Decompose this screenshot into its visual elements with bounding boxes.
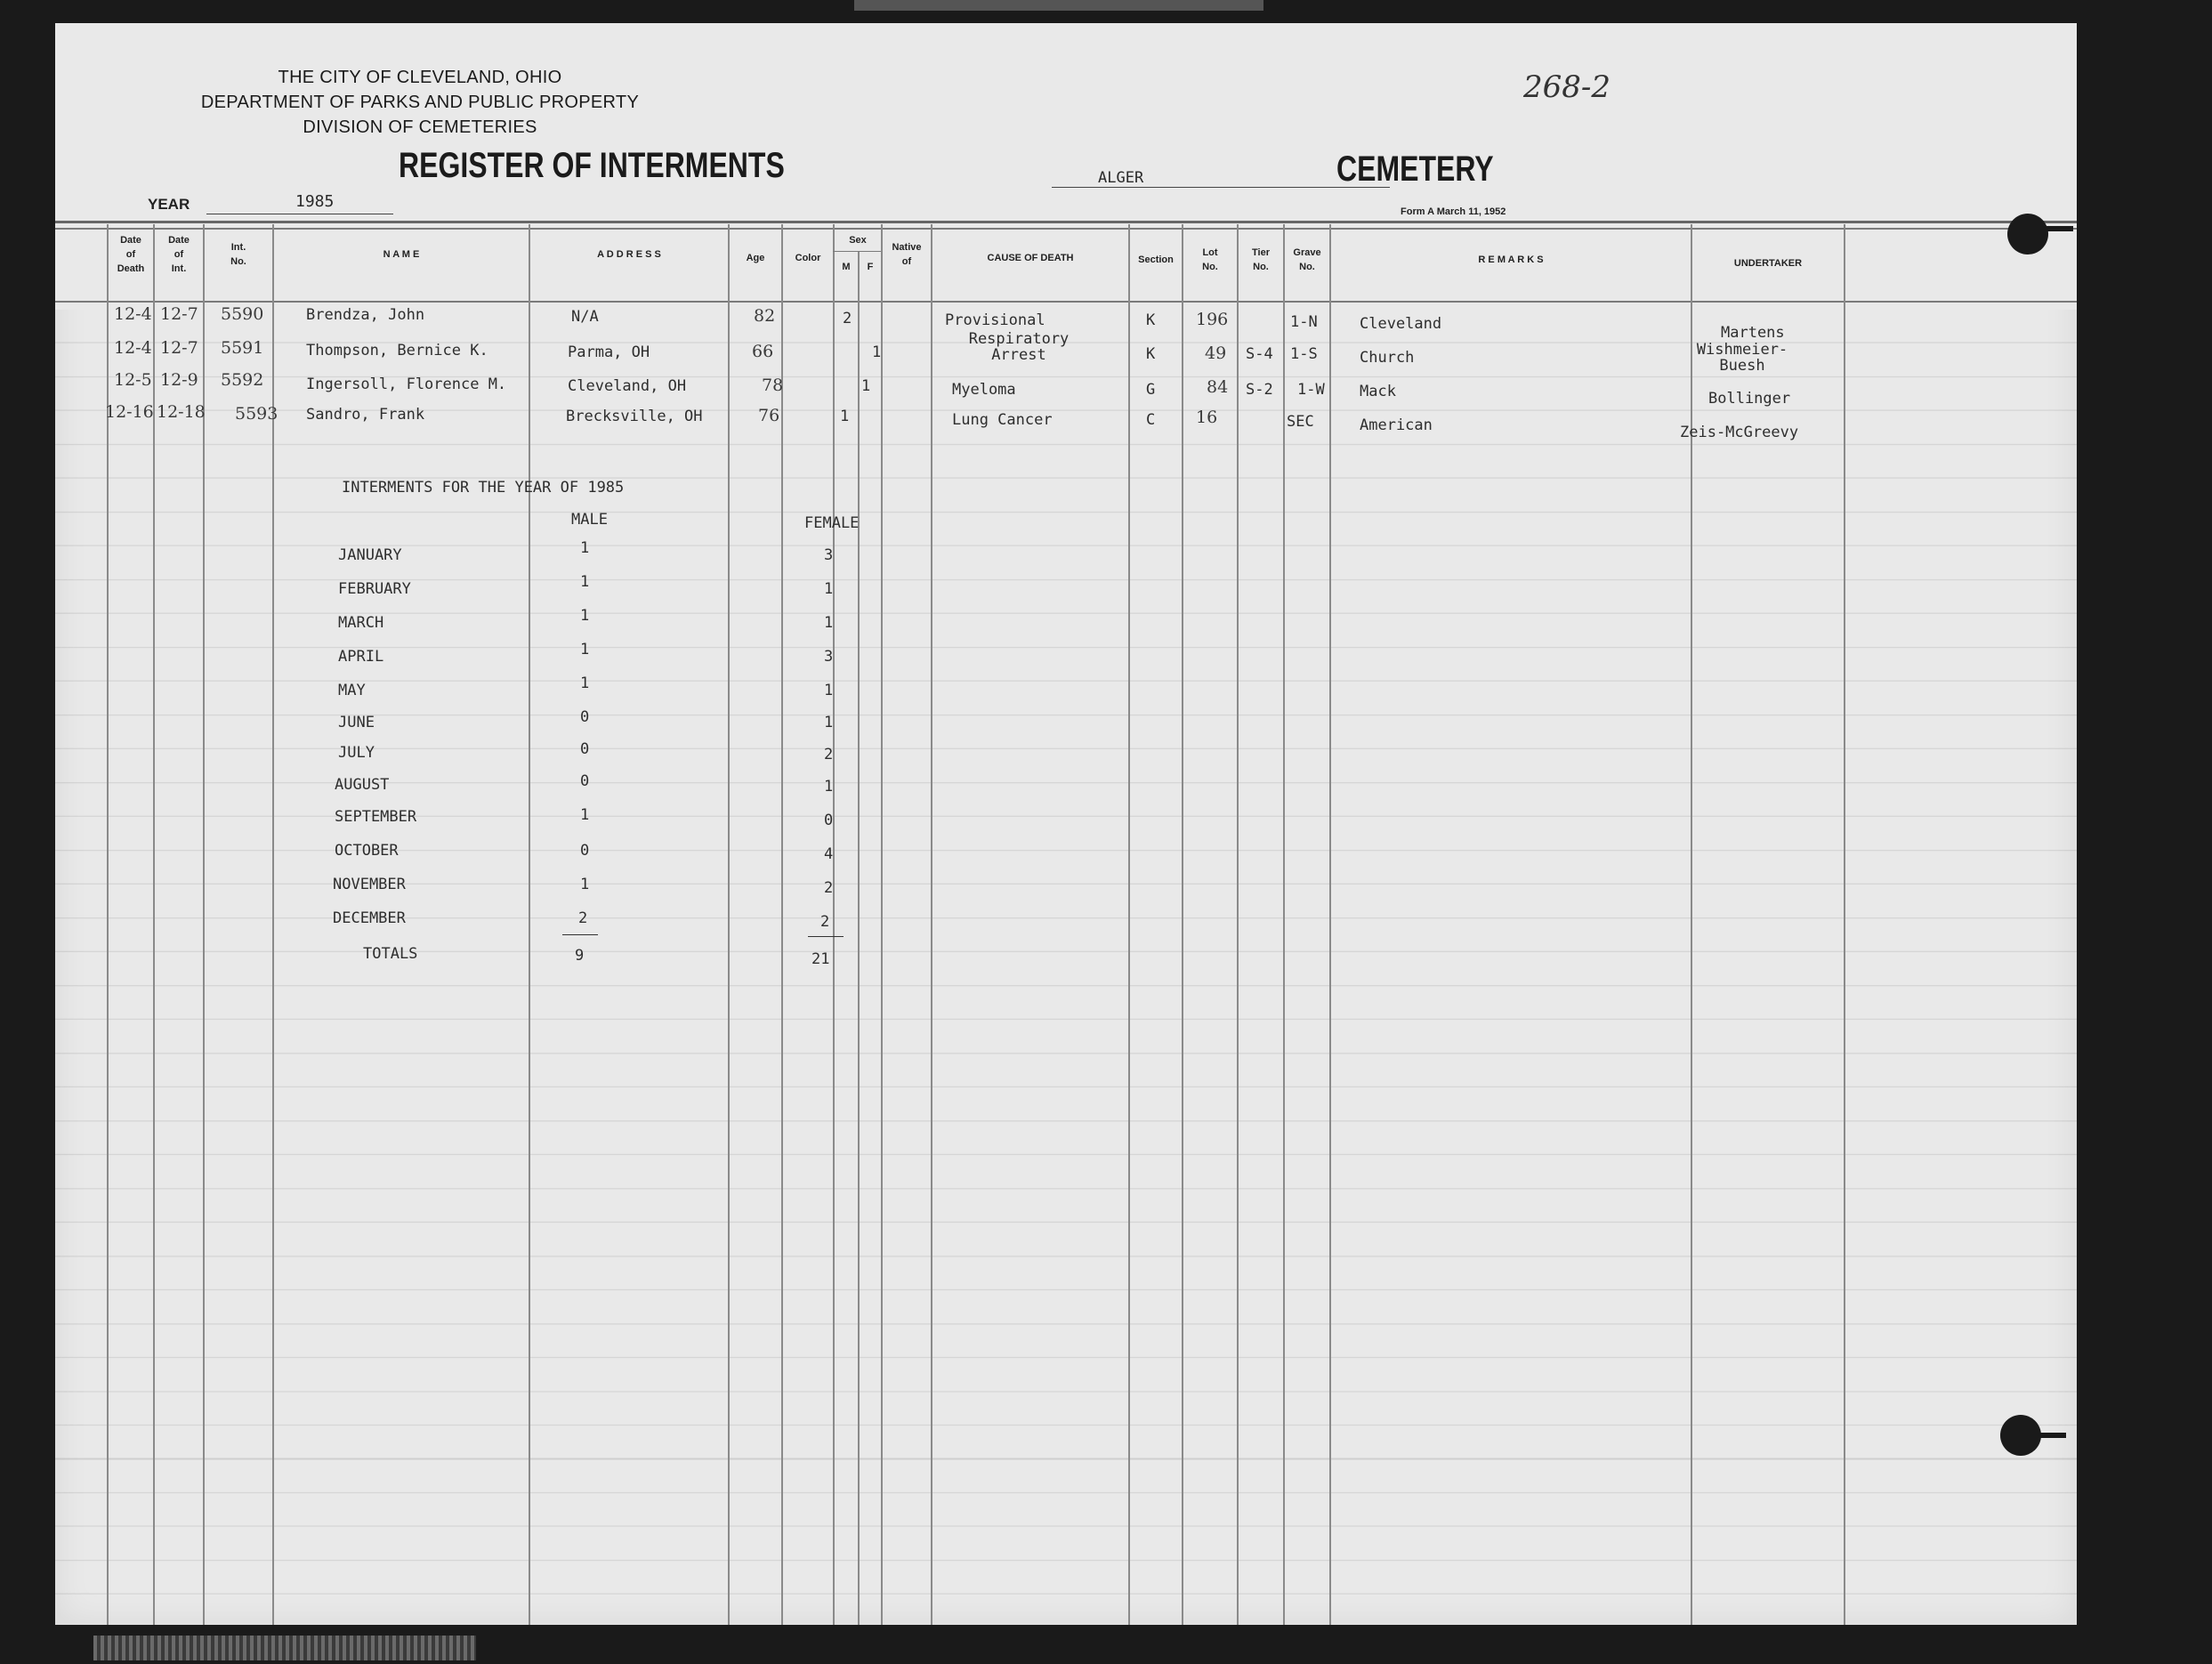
month-march-female: 1 (824, 614, 834, 632)
row2-int-no: 5591 (221, 338, 264, 358)
row1-sex-m: 2 (843, 310, 852, 327)
row1-cause: Provisional (945, 311, 1045, 329)
month-march: MARCH (338, 614, 384, 632)
row2-remarks: Church (1360, 349, 1415, 367)
row2-grave: 1-S (1290, 345, 1318, 363)
row2-age: 66 (752, 342, 774, 361)
month-april: APRIL (338, 648, 384, 666)
col-line-sex-f (858, 251, 860, 1625)
handwritten-reference: 268-2 (1523, 69, 1611, 105)
row1-remarks: Cleveland (1360, 315, 1442, 333)
month-august-male: 0 (580, 772, 590, 790)
month-august: AUGUST (335, 776, 390, 794)
month-july: JULY (338, 744, 375, 762)
male-total-rule (562, 934, 598, 935)
col-header-sex: Sex (849, 235, 867, 246)
row3-undertaker: Bollinger (1708, 390, 1791, 408)
month-july-male: 0 (580, 740, 590, 758)
row3-name: Ingersoll, Florence M. (306, 376, 507, 393)
row4-undertaker: Zeis-McGreevy (1680, 424, 1799, 441)
col-header-color: Color (795, 253, 821, 263)
cemetery-label: CEMETERY (1336, 149, 1494, 189)
month-may-female: 1 (824, 682, 834, 699)
row2-undertaker: Wishmeier- Buesh (1696, 341, 1788, 375)
col-header-lot-no: Lot No. (1202, 247, 1218, 272)
summary-male-label: MALE (571, 511, 608, 529)
col-header-undertaker: UNDERTAKER (1733, 258, 1803, 269)
row2-lot: 49 (1205, 343, 1227, 363)
col-line-section (1128, 224, 1130, 1625)
row3-date-of-death: 12-5 (114, 370, 152, 390)
col-line-native (881, 224, 883, 1625)
col-header-sex-m: M (842, 262, 851, 272)
row1-lot: 196 (1196, 310, 1229, 329)
female-total-rule (808, 936, 844, 937)
row4-lot: 16 (1196, 408, 1218, 427)
page-title: REGISTER OF INTERMENTS (399, 146, 785, 185)
row3-grave: 1-W (1297, 381, 1325, 399)
col-line-name (272, 224, 274, 1625)
row2-section: K (1146, 345, 1156, 363)
row4-int-no: 5593 (235, 404, 279, 424)
month-september-male: 1 (580, 806, 590, 824)
month-october-female: 4 (824, 845, 834, 863)
binder-tab-bottom (2030, 1433, 2066, 1438)
month-june-male: 0 (580, 708, 590, 726)
month-december: DECEMBER (333, 909, 406, 927)
row3-cause: Myeloma (952, 381, 1016, 399)
month-january-female: 3 (824, 546, 834, 564)
row1-age: 82 (754, 306, 776, 326)
row3-int-no: 5592 (221, 370, 264, 390)
col-line-address (529, 224, 530, 1625)
month-july-female: 2 (824, 746, 834, 763)
col-line-no (203, 224, 205, 1625)
col-header-section: Section (1138, 254, 1174, 265)
col-header-address: A D D R E S S (597, 249, 661, 260)
month-january: JANUARY (338, 546, 402, 564)
col-header-grave-no: Grave No. (1293, 247, 1321, 272)
col-header-date-of-death: Date of Death (117, 235, 145, 274)
sex-subrule (833, 251, 881, 252)
header-rule-top (55, 221, 2077, 223)
col-header-tier-no: Tier No. (1252, 247, 1270, 272)
col-header-age: Age (746, 253, 765, 263)
cemetery-name: ALGER (1098, 169, 1144, 187)
summary-female-label: FEMALE (804, 514, 860, 532)
col-header-date-of-int: Date of Int. (168, 235, 190, 274)
row4-sex-m: 1 (840, 408, 850, 425)
totals-male: 9 (575, 947, 585, 965)
month-october: OCTOBER (335, 842, 399, 860)
month-may: MAY (338, 682, 366, 699)
month-april-female: 3 (824, 648, 834, 666)
col-line-tier (1237, 224, 1239, 1625)
month-november-male: 1 (580, 876, 590, 893)
month-september: SEPTEMBER (335, 808, 417, 826)
col-line-grave (1283, 224, 1285, 1625)
row2-cause: Respiratory Arrest (968, 330, 1070, 364)
row2-address: Parma, OH (568, 343, 650, 361)
month-february-female: 1 (824, 580, 834, 598)
film-edge-bottom (93, 1636, 476, 1660)
org-department: DEPARTMENT OF PARKS AND PUBLIC PROPERTY (200, 93, 640, 112)
header-rule-bottom (55, 301, 2077, 303)
totals-label: TOTALS (363, 945, 418, 963)
row1-int-no: 5590 (221, 304, 264, 324)
col-line-age (728, 224, 730, 1625)
year-value: 1985 (295, 192, 335, 211)
row3-lot: 84 (1207, 377, 1229, 397)
header-rule-top2 (55, 228, 2077, 230)
row2-date-of-int: 12-7 (160, 338, 198, 358)
row4-cause: Lung Cancer (952, 411, 1053, 429)
row2-sex-f: 1 (872, 343, 882, 361)
month-may-male: 1 (580, 674, 590, 692)
col-line-int (153, 224, 155, 1625)
row4-section: C (1146, 411, 1156, 429)
month-august-female: 1 (824, 778, 834, 796)
binder-hole-top (2007, 214, 2048, 254)
year-label: YEAR (148, 196, 190, 213)
month-january-male: 1 (580, 539, 590, 557)
col-line-cause (931, 224, 932, 1625)
col-header-int-no: Int. No. (230, 242, 246, 267)
row4-date-of-int: 12-18 (157, 402, 206, 422)
row2-tier: S-4 (1246, 345, 1273, 363)
row2-date-of-death: 12-4 (114, 338, 152, 358)
month-february: FEBRUARY (338, 580, 411, 598)
row4-address: Brecksville, OH (566, 408, 703, 425)
totals-female: 21 (811, 950, 830, 968)
row4-grave: SEC (1287, 413, 1314, 431)
month-june: JUNE (338, 714, 375, 731)
row3-sex-f: 1 (861, 377, 871, 395)
row3-date-of-int: 12-9 (160, 370, 198, 390)
row1-section: K (1146, 311, 1156, 329)
row3-remarks: Mack (1360, 383, 1396, 400)
col-header-remarks: R E M A R K S (1478, 254, 1544, 265)
row1-grave: 1-N (1290, 313, 1318, 331)
row4-name: Sandro, Frank (306, 406, 425, 424)
month-december-male: 2 (578, 909, 588, 927)
col-line-color (781, 224, 783, 1625)
col-line-death (107, 224, 109, 1625)
binder-tab-top (2038, 226, 2073, 231)
row3-tier: S-2 (1246, 381, 1273, 399)
film-edge-top (854, 0, 1263, 11)
month-february-male: 1 (580, 573, 590, 591)
row2-name: Thompson, Bernice K. (306, 342, 488, 359)
month-june-female: 1 (824, 714, 834, 731)
row1-date-of-int: 12-7 (160, 304, 198, 324)
col-header-cause-of-death: CAUSE OF DEATH (987, 253, 1074, 263)
row1-name: Brendza, John (306, 306, 425, 324)
month-march-male: 1 (580, 607, 590, 625)
row3-section: G (1146, 381, 1156, 399)
month-october-male: 0 (580, 842, 590, 860)
month-december-female: 2 (820, 913, 830, 931)
row1-undertaker: Martens (1721, 324, 1785, 342)
summary-title: INTERMENTS FOR THE YEAR OF 1985 (342, 479, 625, 497)
col-line-remarks (1329, 224, 1331, 1625)
col-line-sex-m (833, 224, 835, 1625)
register-page (55, 23, 2077, 1625)
col-line-end (1844, 224, 1845, 1625)
row4-age: 76 (758, 406, 780, 425)
row4-date-of-death: 12-16 (105, 402, 154, 422)
col-header-native-of: Native of (892, 242, 922, 267)
col-header-sex-f: F (867, 262, 874, 272)
org-division: DIVISION OF CEMETERIES (303, 117, 537, 137)
row3-age: 78 (762, 376, 784, 395)
col-line-lot (1182, 224, 1183, 1625)
org-city: THE CITY OF CLEVELAND, OHIO (278, 68, 562, 87)
row3-address: Cleveland, OH (568, 377, 687, 395)
row1-address: N/A (571, 308, 599, 326)
row4-remarks: American (1360, 416, 1433, 434)
month-april-male: 1 (580, 641, 590, 658)
row1-date-of-death: 12-4 (114, 304, 152, 324)
col-header-name: N A M E (383, 249, 420, 260)
month-november: NOVEMBER (333, 876, 406, 893)
month-november-female: 2 (824, 879, 834, 897)
month-september-female: 0 (824, 812, 834, 829)
form-note: Form A March 11, 1952 (1401, 206, 1506, 217)
